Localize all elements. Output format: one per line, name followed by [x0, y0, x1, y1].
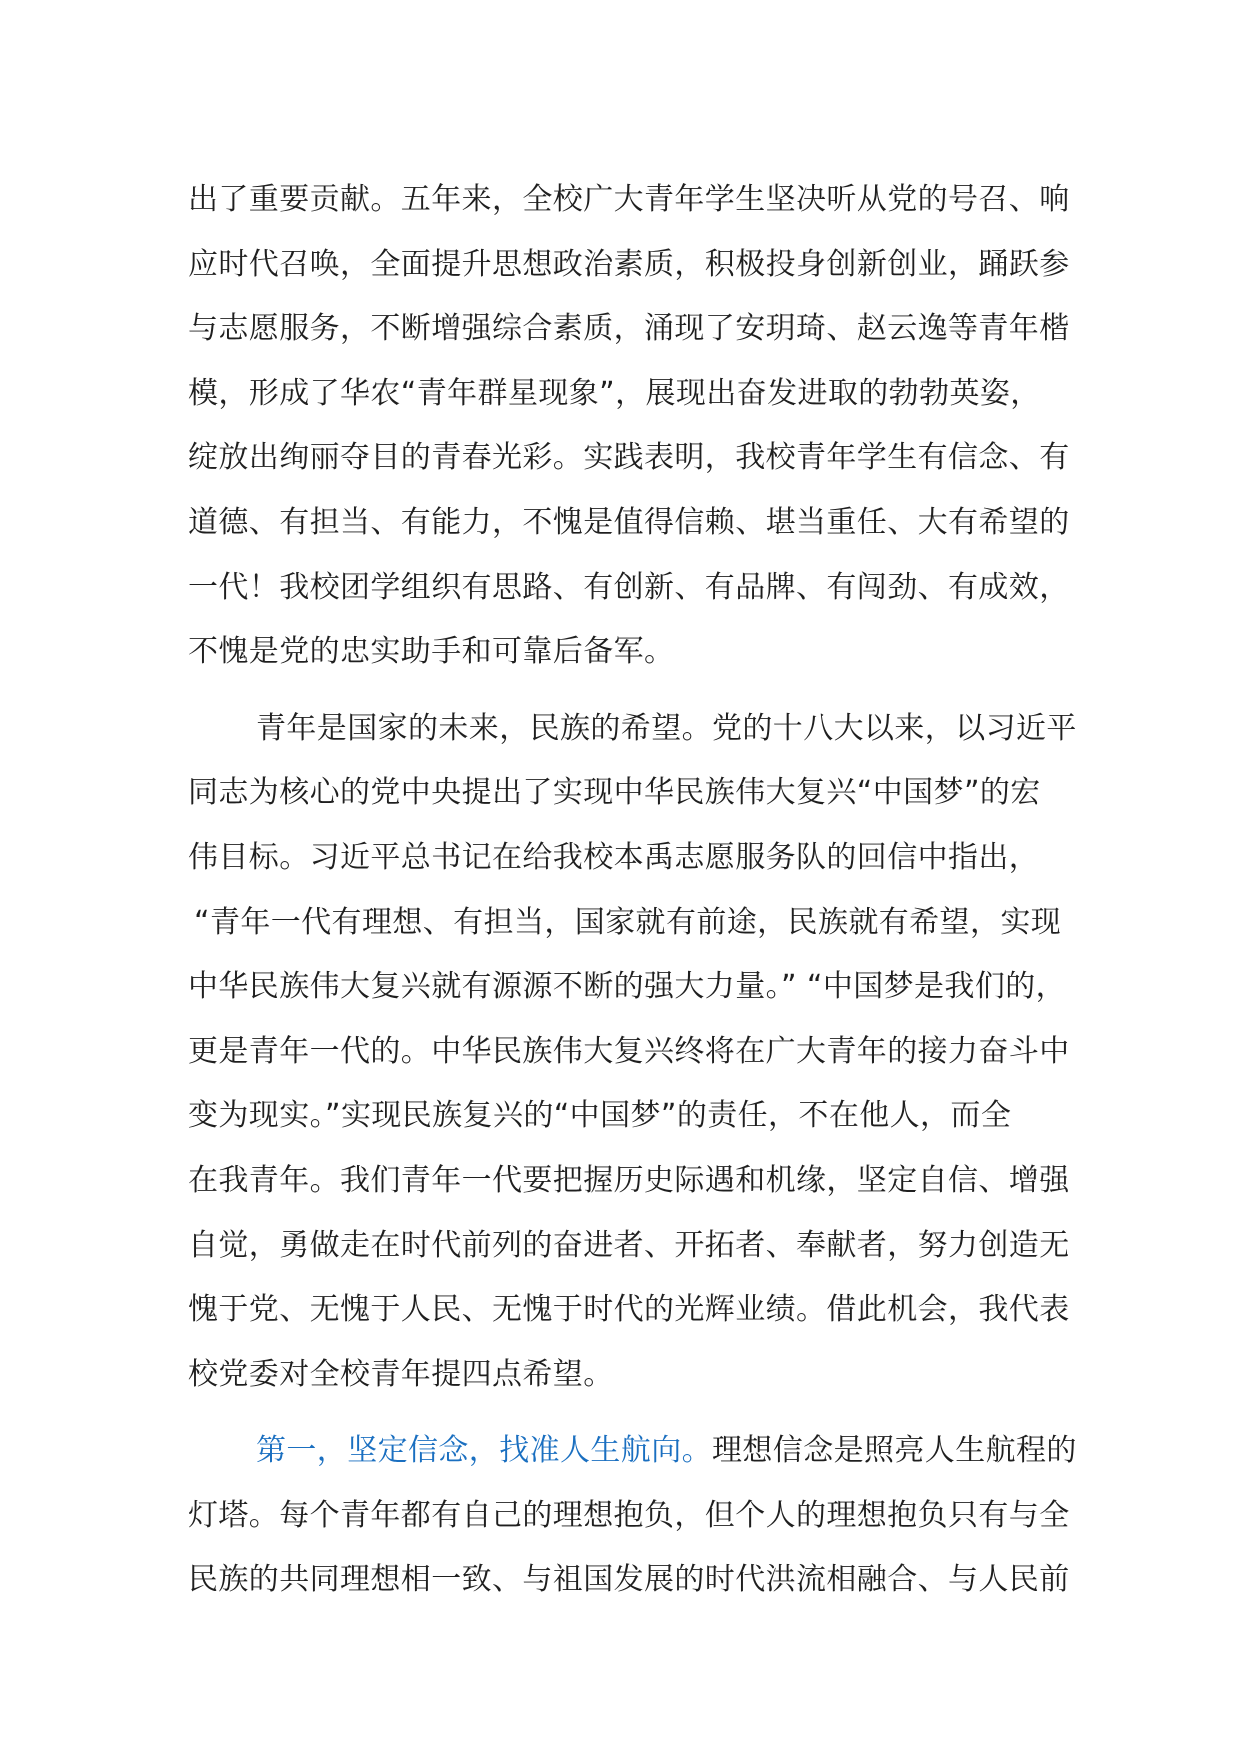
text-line: 不愧是党的忠实助手和可靠后备军。	[188, 634, 675, 670]
section-heading: 第一，坚定信念，找准人生航向。	[256, 1433, 712, 1469]
paragraph-1	[188, 168, 1068, 685]
text-line: 愧于党、无愧于人民、无愧于时代的光辉业绩。借此机会，我代表	[188, 1292, 1070, 1328]
heading-line-rest: 理想信念是照亮人生航程的	[712, 1433, 1077, 1469]
paragraph-3	[188, 1419, 1077, 1613]
text-line: 自觉，勇做走在时代前列的奋进者、开拓者、奉献者，努力创造无	[188, 1227, 1070, 1263]
text-line: “青年一代有理想、有担当，国家就有前途，民族就有希望，实现	[194, 904, 1062, 940]
text-line: 灯塔。每个青年都有自己的理想抱负，但个人的理想抱负只有与全	[188, 1497, 1070, 1533]
text-line: 出了重要贡献。五年来，全校广大青年学生坚决听从党的号召、响	[188, 182, 1070, 217]
text-line	[188, 1419, 1077, 1484]
text-line: 更是青年一代的。中华民族伟大复兴终将在广大青年的接力奋斗中	[188, 1033, 1070, 1069]
text-line: 在我青年。我们青年一代要把握历史际遇和机缘，坚定自信、增强	[188, 1162, 1070, 1198]
paragraph-2	[188, 697, 1077, 1408]
text-line: 应时代召唤，全面提升思想政治素质，积极投身创新创业，踊跃参	[188, 246, 1070, 282]
text-line: 与志愿服务，不断增强综合素质，涌现了安玥琦、赵云逸等青年楷	[188, 311, 1070, 347]
paragraph-spacer	[188, 1407, 1068, 1419]
text-line: 道德、有担当、有能力，不愧是值得信赖、堪当重任、大有希望的	[188, 504, 1070, 540]
text-line: 民族的共同理想相一致、与祖国发展的时代洪流相融合、与人民前	[188, 1562, 1070, 1598]
text-line: 青年是国家的未来，民族的希望。党的十八大以来，以习近平	[256, 710, 1077, 746]
text-line: 校党委对全校青年提四点希望。	[188, 1356, 614, 1392]
document-body	[188, 168, 1077, 1613]
text-line: 同志为核心的党中央提出了实现中华民族伟大复兴“中国梦”的宏	[188, 775, 1041, 811]
paragraph-spacer	[188, 685, 1068, 697]
text-line: 绽放出绚丽夺目的青春光彩。实践表明，我校青年学生有信念、有	[188, 440, 1070, 476]
text-line: 变为现实。”实现民族复兴的“中国梦”的责任，不在他人，而全	[188, 1098, 1012, 1134]
text-line: 中华民族伟大复兴就有源源不断的强大力量。” “中国梦是我们的，	[188, 969, 1067, 1005]
text-line: 模，形成了华农“青年群星现象”，展现出奋发进取的勃勃英姿，	[188, 375, 1041, 411]
text-line: 伟目标。习近平总书记在给我校本禹志愿服务队的回信中指出，	[188, 839, 1040, 875]
text-line: 一代！我校团学组织有思路、有创新、有品牌、有闯劲、有成效，	[188, 569, 1070, 605]
